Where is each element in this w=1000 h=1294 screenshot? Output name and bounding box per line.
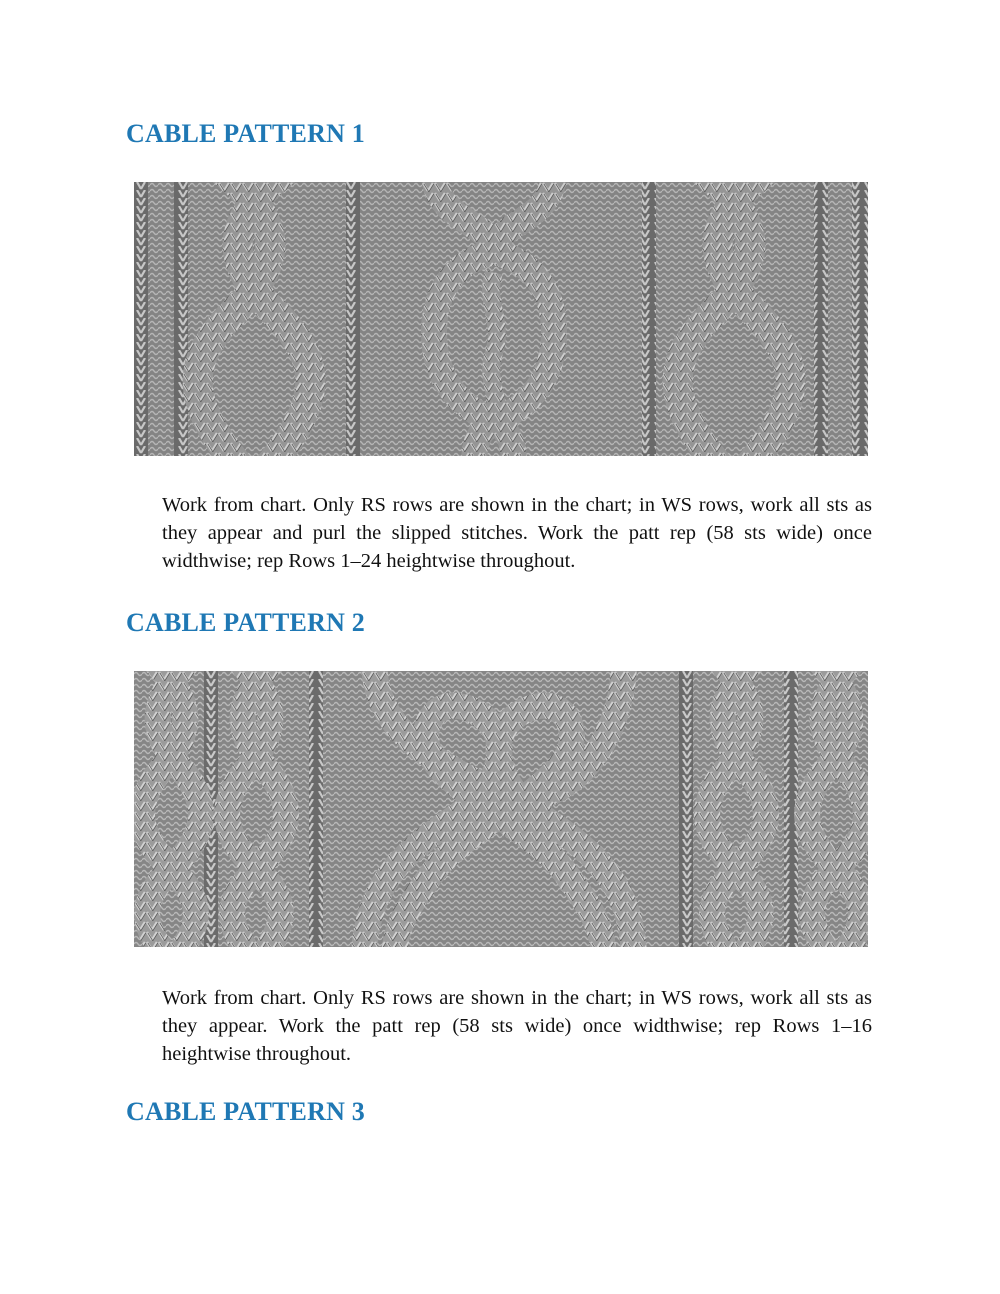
cable-pattern-1-swatch-photo	[134, 182, 868, 456]
cable-pattern-2-swatch-photo	[134, 671, 868, 947]
section-paragraph-2: Work from chart. Only RS rows are shown in the chart; in WS rows, work all sts as they appear. Work the patt rep (58 sts wide) once widthwise; rep Rows 1–16 heightwise throughout.	[162, 987, 872, 1065]
section-heading-2: CABLE PATTERN 2	[126, 608, 365, 637]
section-heading-1: CABLE PATTERN 1	[126, 119, 365, 148]
section-heading-3: CABLE PATTERN 3	[126, 1097, 365, 1126]
knitted-swatch-2-illustration	[134, 671, 868, 947]
knitted-swatch-1-illustration	[134, 182, 868, 456]
section-paragraph-1: Work from chart. Only RS rows are shown in the chart; in WS rows, work all sts as they appear and purl the slipped stitches. Work the patt rep (58 sts wide) once widthwise; rep Rows 1–24 heightwise throughout.	[162, 494, 872, 572]
